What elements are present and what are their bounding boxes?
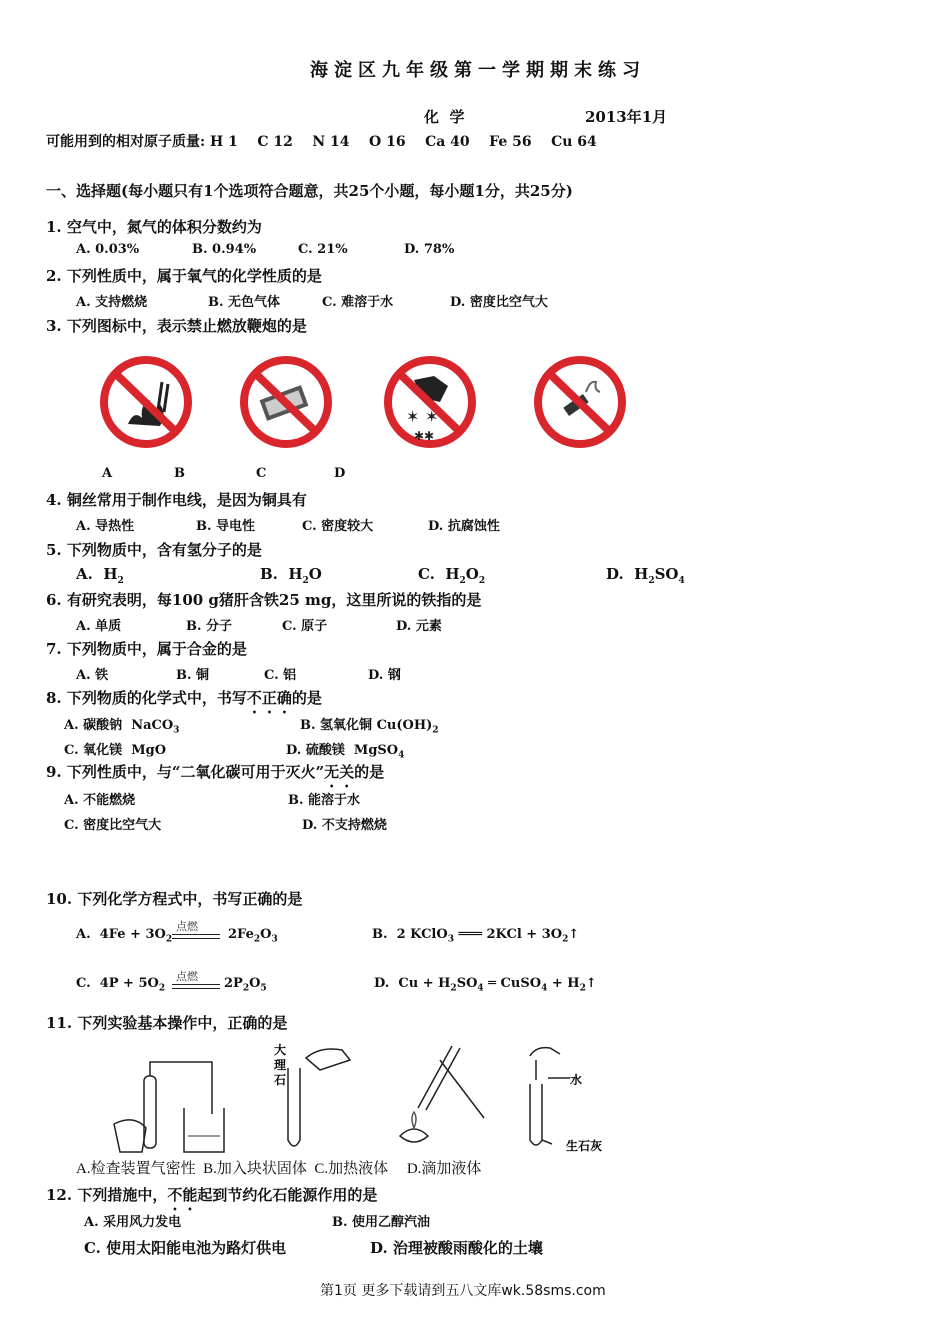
option-a: A. $4Fe + 3O_2$ (76, 927, 173, 945)
option-d: D. $H_2SO_4$ (606, 565, 685, 586)
option-c: C. 21% (298, 242, 348, 257)
option-b: B. 氢氧化铜 $Cu(OH)_2$ (300, 718, 439, 736)
option-d: D. 抗腐蚀性 (428, 519, 500, 534)
option-b: B. 能溶于水 (288, 793, 361, 808)
label-marble-2: 理 (274, 1058, 287, 1072)
question-stem: 9. 下列性质中，与“二氧化碳可用于灭火”无关的是 (46, 763, 385, 781)
option-d: D. 不支持燃烧 (302, 818, 387, 833)
svg-text:✱✱: ✱✱ (414, 429, 435, 443)
lab-operation-figures (100, 1040, 620, 1158)
atomic-masses: 可能用到的相对原子质量: H 1 C 12 N 14 O 16 Ca 40 Fe 56 Cu 64 (46, 134, 597, 150)
question-stem: 10. 下列化学方程式中，书写正确的是 (46, 890, 303, 908)
no-matches-icon (244, 360, 328, 444)
option-b: B (174, 466, 185, 481)
reaction-condition: 点燃 (176, 920, 198, 933)
option-c: C (256, 466, 267, 481)
option-a: A. 铁 (76, 668, 109, 683)
option-b: B. 2 KClO$_3$ ═══ $2KCl + 3O_2↑$ (372, 927, 580, 945)
option-c: C. 密度较大 (302, 519, 374, 534)
option-a: A. 碳酸钠 NaCO$_3$ (64, 718, 180, 736)
add-solid-figure (288, 1049, 350, 1146)
no-smoking-icon (538, 360, 622, 444)
option-d: D (334, 466, 346, 481)
option-c: C. 铝 (264, 668, 297, 683)
label-marble-1: 大 (274, 1043, 287, 1057)
option-b: B. 无色气体 (208, 295, 281, 310)
label-quicklime: 生石灰 (566, 1139, 603, 1153)
option-d: D. $Cu + H_2SO_4$ ═ CuSO$_4$ + $H_2↑$ (374, 976, 597, 994)
option-b: B. 使用乙醇汽油 (332, 1215, 431, 1230)
option-d: D. 治理被酸雨酸化的土壤 (370, 1239, 543, 1257)
equation-bar (172, 934, 220, 935)
no-fireworks-icon (388, 360, 472, 444)
label-water: 水 (570, 1073, 583, 1087)
page-title: 海淀区九年级第一学期期末练习 (310, 60, 646, 81)
option-c: C. $H_2O_2$ (418, 565, 486, 586)
question-stem: 8. 下列物质的化学式中，书写不正确的是 (46, 689, 322, 707)
option-a: A. 采用风力发电 (84, 1215, 182, 1230)
reaction-condition: 点燃 (176, 970, 198, 983)
subject: 化 学 (424, 108, 465, 126)
no-firecrackers-icon (104, 360, 188, 444)
option-a-product: $2Fe_2O_3$ (228, 927, 278, 945)
question-stem: 3. 下列图标中，表示禁止燃放鞭炮的是 (46, 317, 307, 335)
equation-bar (172, 984, 220, 985)
option-c: C. 使用太阳能电池为路灯供电 (84, 1239, 287, 1257)
exam-date: 2013年1月 (585, 108, 668, 126)
question-stem: 12. 下列措施中，不能起到节约化石能源作用的是 (46, 1186, 378, 1204)
option-c-product: $2P_2O_5$ (224, 976, 267, 994)
option-d: D. 元素 (396, 619, 442, 634)
airtightness-check-figure (114, 1062, 224, 1152)
question-stem: 4. 铜丝常用于制作电线，是因为铜具有 (46, 491, 307, 509)
heating-liquid-figure (400, 1046, 484, 1142)
equation-bar (172, 988, 220, 989)
option-b: B. 导电性 (196, 519, 256, 534)
page-footer: 第1页 更多下载请到五八文库wk.58sms.com (320, 1283, 606, 1299)
option-a: A. 不能燃烧 (64, 793, 136, 808)
option-c: C. 密度比空气大 (64, 818, 162, 833)
option-b: B. 0.94% (192, 242, 257, 257)
prohibition-signs (96, 352, 656, 452)
option-b: B. $H_2O$ (260, 565, 322, 586)
drop-liquid-figure (530, 1048, 570, 1145)
question-stem: 2. 下列性质中，属于氧气的化学性质的是 (46, 267, 322, 285)
equation-bar (172, 938, 220, 939)
question-stem: 7. 下列物质中，属于合金的是 (46, 640, 247, 658)
option-d: D. 密度比空气大 (450, 295, 548, 310)
label-marble-3: 石 (274, 1073, 287, 1087)
question-stem: 11. 下列实验基本操作中，正确的是 (46, 1014, 288, 1032)
option-a: A. 0.03% (76, 242, 140, 257)
question-stem: 1. 空气中，氮气的体积分数约为 (46, 218, 262, 236)
option-b: B. 铜 (176, 668, 210, 683)
section-heading: 一、选择题(每小题只有1个选项符合题意，共25个小题，每小题1分，共25分) (46, 182, 573, 200)
option-a: A. 单质 (76, 619, 122, 634)
question-stem: 6. 有研究表明，每100 g猪肝含铁25 mg，这里所说的铁指的是 (46, 591, 482, 609)
option-a: A. 支持燃烧 (76, 295, 148, 310)
option-d: D. 硫酸镁 MgSO$_4$ (286, 743, 405, 761)
option-a: A. 导热性 (76, 519, 135, 534)
option-d: D. 78% (404, 242, 455, 257)
figure-captions: A.检查装置气密性 B.加入块状固体 C.加热液体 D.滴加液体 (76, 1161, 482, 1177)
option-c: C. 原子 (282, 619, 328, 634)
option-c: C. $4P + 5O_2$ (76, 976, 166, 994)
question-stem: 5. 下列物质中，含有氢分子的是 (46, 541, 262, 559)
option-a: A. $H_2$ (76, 565, 124, 586)
option-b: B. 分子 (186, 619, 233, 634)
option-c: C. 难溶于水 (322, 295, 394, 310)
option-d: D. 钢 (368, 668, 401, 683)
option-a: A (102, 466, 113, 481)
svg-text:✶ ✶: ✶ ✶ (406, 407, 439, 426)
option-c: C. 氧化镁 MgO (64, 743, 167, 758)
